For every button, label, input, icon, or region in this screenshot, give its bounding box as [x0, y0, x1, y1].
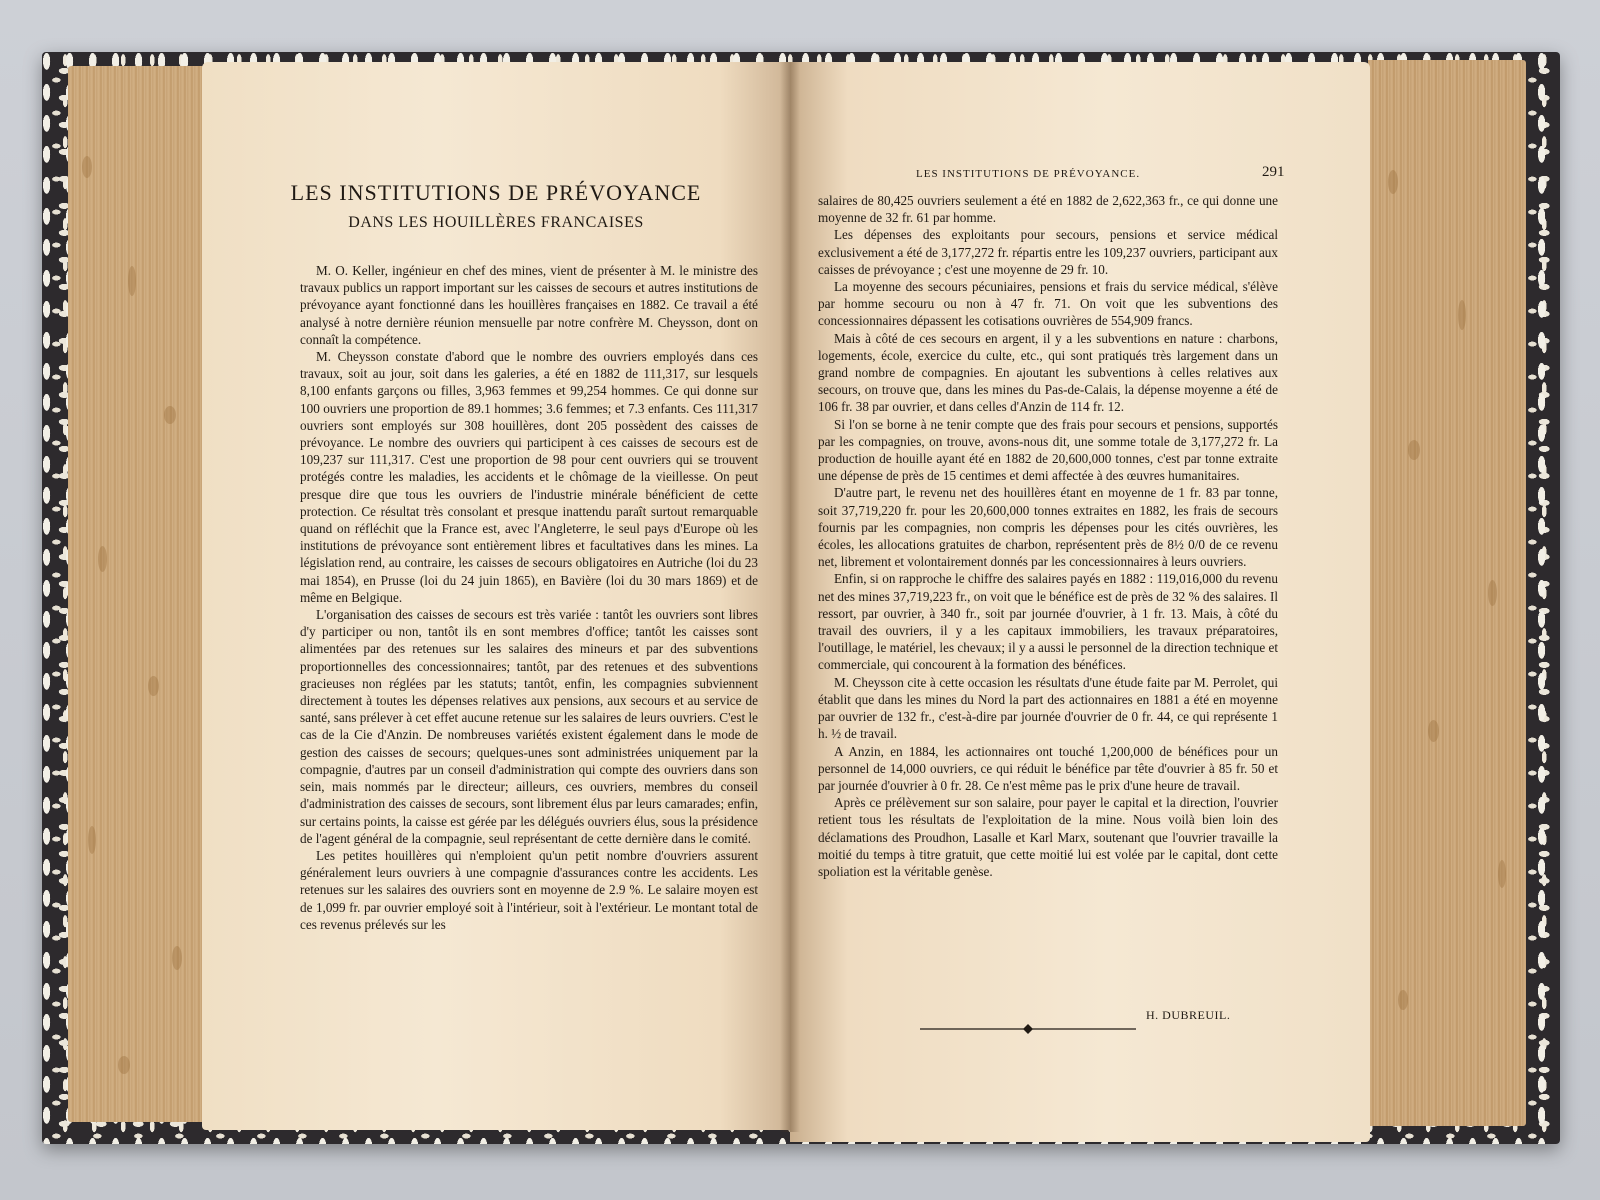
- end-ornament-rule: [920, 1022, 1136, 1036]
- article-subtitle: DANS LES HOUILLÈRES FRANCAISES: [348, 214, 644, 231]
- page-number: 291: [1262, 164, 1285, 180]
- paragraph: Enfin, si on rapproche le chiffre des salaires payés en 1882 : 119,016,000 du revenu net des mines 37,719,223 fr., on voit que le bénéfice est de près de 32 % des salaires. Il ressort, par ouvrier, à 340 fr., soit par journée d'ouvrier, à 1 fr. 13. Mais, à côté du travail des ouvriers, il y a les capitaux immobiliers, les travaux préparatoires, l'outillage, le matériel, les chevaux; il y a aussi le personnel de la direction technique et commerciale, qui concourent à la formation des bénéfices.: [818, 571, 1278, 673]
- paragraph: M. Cheysson constate d'abord que le nombre des ouvriers employés dans ces travaux, soit au jour, soit dans les galeries, a été en 1882 de 111,317, sur lesquels 8,100 enfants garçons ou filles, 3,963 femmes et 99,254 hommes. Ce qui donne sur 100 ouvriers une proportion de 89.1 hommes; 3.6 femmes; et 7.3 enfants. Ces 111,317 ouvriers sont employés sur 308 houillères, dont 205 possèdent des caisses de prévoyance. Le nombre des ouvriers qui participent à ces caisses de secours est de 109,237 sur 111,317. C'est une proportion de 98 pour cent ouvriers qui se trouvent protégés contre les maladies, les accidents et le chômage de la vieillesse. On peut presque dire que tous les ouvriers de l'industrie minérale bénéficient de cette protection. Ce résultat très consolant et presque inattendu paraît surtout remarquable quand on réfléchit que la France est, avec l'Angleterre, le seul pays d'Europe où les institutions de prévoyance sont entièrement libres et facultatives dans les mines. La législation rend, au contraire, les caisses de secours obligatoires en Autriche (loi du 23 mai 1854), en Prusse (loi du 24 juin 1865), en Bavière (loi du 30 mars 1869) et de même en Belgique.: [300, 349, 758, 605]
- right-text-column: [818, 192, 1278, 880]
- paragraph: A Anzin, en 1884, les actionnaires ont touché 1,200,000 de bénéfices pour un personnel de 14,000 ouvriers, ce qui réduit le bénéfice par tête d'ouvrier à 85 fr. 50 et par journée d'ouvrier à 0 fr. 28. Ce n'est même pas le prix d'une heure de travail.: [818, 743, 1278, 793]
- right-page-stack-edge: [1368, 60, 1526, 1126]
- paragraph: L'organisation des caisses de secours est très variée : tantôt les ouvriers sont libres d'y participer ou non, tantôt ils en sont membres d'office; tantôt les caisses sont alimentées par des retenues sur les salaires des mineurs et par des subventions proportionnelles des concessionnaires; tantôt, par des retenues et des subventions gracieuses non réglées par les statuts; tantôt, enfin, les compagnies subviennent directement à toutes les dépenses relatives aux pensions, aux secours et au service de santé, sans prélever à cet effet aucune retenue sur les salaires de leurs ouvriers. C'est le cas de la Cie d'Anzin. De nombreuses variétés existent également dans le mode de gestion des caisses de secours; quelques-unes sont administrées uniquement par la compagnie, d'autres par un conseil d'administration qui compte des ouvriers dans son sein, mais nommés par le directeur; ailleurs, ces ouvriers, membres du conseil d'administration des caisses de secours, sont librement élus par leurs camarades; enfin, sur certains points, la caisse est gérée par les délégués ouvriers élus, sous la présidence de l'agent général de la compagnie, seul représentant de cette dernière dans le comité.: [300, 607, 758, 846]
- author-signature: H. DUBREUIL.: [1146, 1008, 1231, 1022]
- paragraph: La moyenne des secours pécuniaires, pensions et frais du service médical, s'élève par homme secouru ou non à 47 fr. 71. On voit que les subventions des concessionnaires dépassent les cotisations ouvrières de 554,909 francs.: [818, 279, 1278, 329]
- book-gutter: [780, 62, 800, 1132]
- left-page: [202, 62, 790, 1130]
- paragraph: Les petites houillères qui n'emploient qu'un petit nombre d'ouvriers assurent généralement leurs ouvriers à une compagnie d'assurances contre les accidents. Les retenues sur les salaires des ouvriers sont en moyenne de 2.9 %. Le salaire moyen est de 1,099 fr. par ouvrier employé soit à l'intérieur, soit à l'extérieur. Le montant total de ces revenus prélevés sur les: [300, 847, 758, 932]
- paragraph: D'autre part, le revenu net des houillères étant en moyenne de 1 fr. 83 par tonne, soit 37,719,220 fr. pour les 20,600,000 tonnes extraites en 1882, les frais de secours fournis par les compagnies, non compris les dépenses pour les cités ouvrières, les écoles, les allocations gratuites de charbon, représentent près de 8½ 0/0 de ce revenu net, librement et volontairement donnés par les concessionnaires à leurs ouvriers.: [818, 485, 1278, 570]
- running-header: LES INSTITUTIONS DE PRÉVOYANCE.: [916, 168, 1141, 180]
- paragraph: Si l'on se borne à ne tenir compte que des frais pour secours et pensions, supportés par les compagnies, on trouve, avons-nous dit, une somme totale de 3,177,272 fr. La production de houille ayant été en 1882 de 20,600,000 tonnes, c'est par tonne extraite une dépense de près de 15 centimes et demi affectée à des œuvres humanitaires.: [818, 416, 1278, 484]
- left-page-stack-edge: [68, 66, 204, 1122]
- paragraph: Après ce prélèvement sur son salaire, pour payer le capital et la direction, l'ouvrier retient tous les résultats de l'exploitation de la mine. Nous voilà bien loin des déclamations des Proudhon, Lasalle et Karl Marx, soutenant que l'ouvrier travaille la moitié du temps à titre gratuit, que cette moitié lui est volée par le capital, dont cette spoliation est la véritable genèse.: [818, 795, 1278, 879]
- paragraph: Les dépenses des exploitants pour secours, pensions et service médical exclusivement a été de 3,177,272 fr. répartis entre les 109,237 ouvriers, participant aux caisses de prévoyance ; c'est une moyenne de 29 fr. 10.: [818, 227, 1278, 277]
- article-title: LES INSTITUTIONS DE PRÉVOYANCE: [290, 180, 702, 205]
- paragraph: Mais à côté de ces secours en argent, il y a les subventions en nature : charbons, logements, école, exercice du culte, etc., qui sont pratiqués très largement dans un grand nombre de compagnies. En ajoutant les subventions à celles relatives aux secours, on trouve que, dans les mines du Pas-de-Calais, la dépense moyenne a été de 106 fr. 38 par ouvrier, et dans celles d'Anzin de 114 fr. 12.: [818, 330, 1278, 415]
- left-text-column: [300, 262, 758, 933]
- paragraph: salaires de 80,425 ouvriers seulement a été en 1882 de 2,622,363 fr., ce qui donne une moyenne de 32 fr. 61 par homme.: [818, 193, 1278, 226]
- paragraph: M. Cheysson cite à cette occasion les résultats d'une étude faite par M. Perrolet, qui établit que dans les mines du Nord la part des actionnaires en 1881 a été en moyenne par ouvrier de 132 fr., c'est-à-dire par journée d'ouvrier de 0 fr. 44, ce qui représente 1 h. ½ de travail.: [818, 674, 1278, 742]
- paragraph: M. O. Keller, ingénieur en chef des mines, vient de présenter à M. le ministre des travaux publics un rapport important sur les caisses de secours et autres institutions de prévoyance ayant fonctionné dans les houillères françaises en 1882. Ce travail a été analysé à notre dernière réunion mensuelle par notre confrère M. Cheysson, dont on connaît la compétence.: [300, 263, 758, 347]
- right-page: [790, 62, 1370, 1142]
